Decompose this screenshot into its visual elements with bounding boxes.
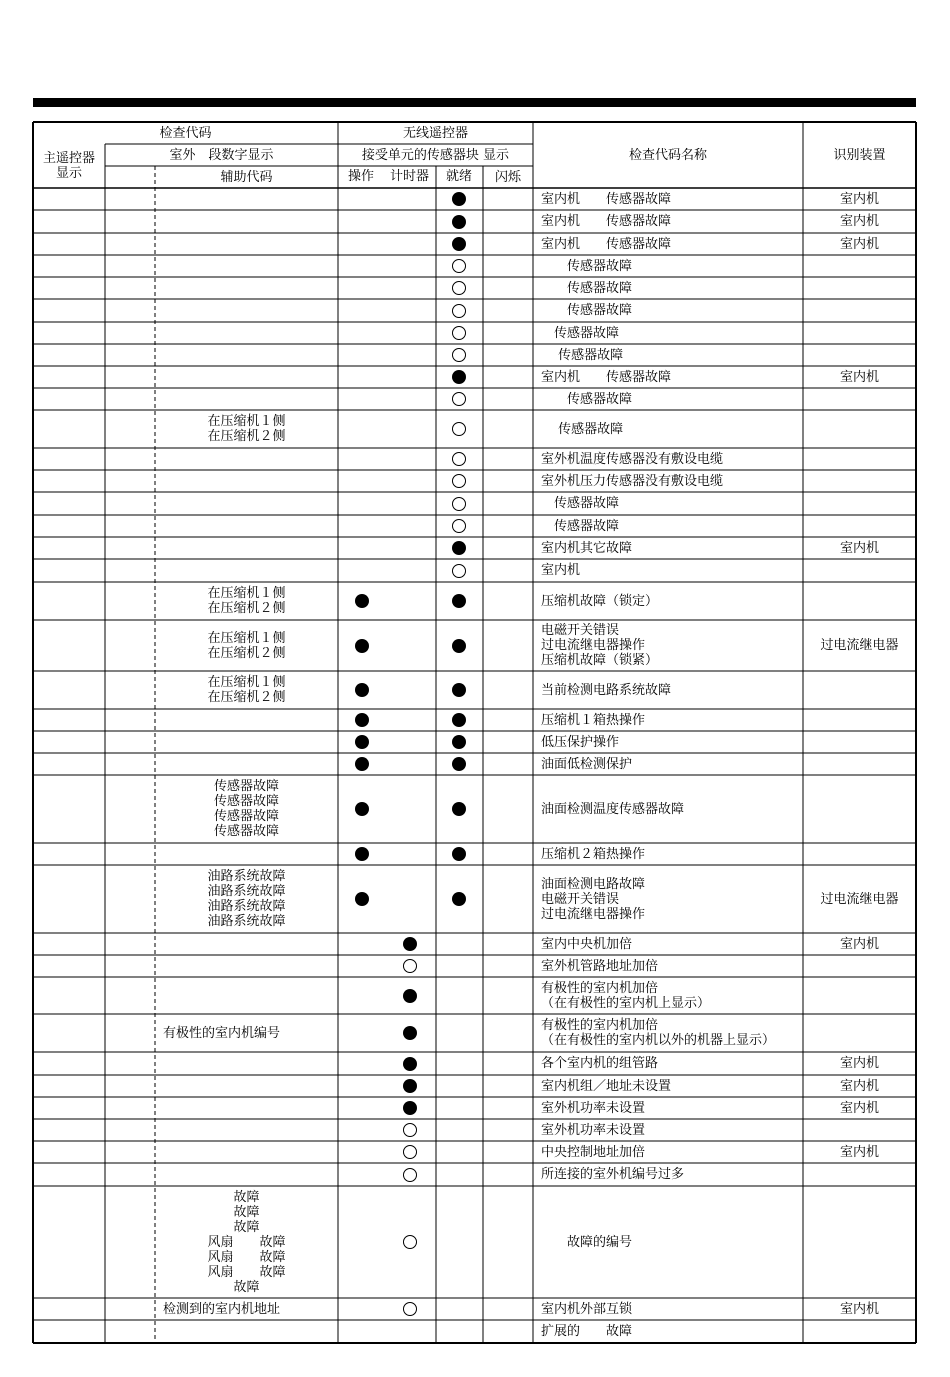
ready-indicator	[452, 392, 466, 406]
header-check-code-name: 检查代码名称	[628, 148, 707, 163]
timer-indicator	[403, 1101, 417, 1115]
identify-device: 室内机	[839, 1079, 879, 1094]
timer-indicator	[403, 959, 417, 973]
timer-indicator	[403, 937, 417, 951]
operation-indicator	[355, 892, 369, 906]
ready-indicator	[452, 735, 466, 749]
header-check-code: 检查代码	[159, 126, 212, 141]
ready-indicator	[452, 802, 466, 816]
identify-device: 室内机	[839, 370, 879, 385]
check-code-name: 所连接的室外机编号过多	[541, 1167, 685, 1182]
check-code-name: 传感器故障	[541, 496, 620, 511]
check-code-name: 故障的编号	[541, 1235, 633, 1250]
check-code-name: 室内机 传感器故障	[541, 214, 672, 229]
ready-indicator	[452, 892, 466, 906]
check-code-name: 传感器故障	[541, 392, 633, 407]
ready-indicator	[452, 713, 466, 727]
timer-indicator	[403, 1235, 417, 1249]
aux-code-text: 故障 故障 故障 风扇 故障 风扇 故障 风扇 故障 故障	[207, 1190, 286, 1295]
ready-indicator	[452, 348, 466, 362]
check-code-name: 传感器故障	[541, 422, 624, 437]
aux-code-text: 有极性的室内机编号	[163, 1026, 281, 1041]
identify-device: 室内机	[839, 192, 879, 207]
ready-indicator	[452, 594, 466, 608]
ready-indicator	[452, 497, 466, 511]
check-code-name: 压缩机２箱热操作	[541, 847, 646, 862]
identify-device: 过电流继电器	[820, 638, 899, 653]
ready-indicator	[452, 237, 466, 251]
timer-indicator	[403, 1026, 417, 1040]
check-code-name: 室内机 传感器故障	[541, 192, 672, 207]
timer-indicator	[403, 1123, 417, 1137]
header-ready: 就绪	[446, 169, 473, 184]
timer-indicator	[403, 1302, 417, 1316]
check-code-name: 传感器故障	[541, 281, 633, 296]
check-code-name: 传感器故障	[541, 519, 620, 534]
check-code-name: 室外机功率未设置	[541, 1123, 646, 1138]
ready-indicator	[452, 192, 466, 206]
identify-device: 室内机	[839, 1101, 879, 1116]
operation-indicator	[355, 847, 369, 861]
ready-indicator	[452, 326, 466, 340]
check-code-name: 电磁开关错误 过电流继电器操作 压缩机故障（锁紧）	[541, 623, 659, 668]
timer-indicator	[403, 989, 417, 1003]
header-aux-code: 辅助代码	[220, 170, 273, 185]
ready-indicator	[452, 304, 466, 318]
check-code-name: 传感器故障	[541, 326, 620, 341]
aux-code-text: 传感器故障 传感器故障 传感器故障 传感器故障	[213, 779, 279, 839]
timer-indicator	[403, 1168, 417, 1182]
check-code-name: 低压保护操作	[541, 735, 620, 750]
operation-indicator	[355, 802, 369, 816]
timer-indicator	[403, 1057, 417, 1071]
check-code-name: 室内机 传感器故障	[541, 370, 672, 385]
check-code-name: 中央控制地址加倍	[541, 1145, 646, 1160]
header-timer: 计时器	[390, 169, 430, 184]
ready-indicator	[452, 683, 466, 697]
check-code-name: 室内机组／地址未设置	[541, 1079, 672, 1094]
identify-device: 室内机	[839, 1302, 879, 1317]
ready-indicator	[452, 757, 466, 771]
ready-indicator	[452, 452, 466, 466]
header-wireless-remote: 无线遥控器	[402, 126, 468, 141]
ready-indicator	[452, 259, 466, 273]
ready-indicator	[452, 847, 466, 861]
aux-code-text: 油路系统故障 油路系统故障 油路系统故障 油路系统故障	[207, 869, 286, 929]
header-flash: 闪烁	[494, 170, 521, 185]
check-code-name: 油面低检测保护	[541, 757, 633, 772]
ready-indicator	[452, 215, 466, 229]
operation-indicator	[355, 639, 369, 653]
identify-device: 室内机	[839, 937, 879, 952]
check-code-name: 室内中央机加倍	[541, 937, 633, 952]
check-code-name: 室内机外部互锁	[541, 1302, 633, 1317]
ready-indicator	[452, 564, 466, 578]
check-code-name: 传感器故障	[541, 348, 624, 363]
check-code-name: 油面检测温度传感器故障	[541, 802, 685, 817]
ready-indicator	[452, 639, 466, 653]
check-code-name: 有极性的室内机加倍 （在有极性的室内机以外的机器上显示）	[541, 1018, 776, 1048]
header-identify-device: 识别装置	[833, 148, 886, 163]
identify-device: 室内机	[839, 1145, 879, 1160]
timer-indicator	[403, 1145, 417, 1159]
check-code-name: 有极性的室内机加倍 （在有极性的室内机上显示）	[541, 981, 711, 1011]
check-code-name: 室外机压力传感器没有敷设电缆	[541, 474, 724, 489]
timer-indicator	[403, 1079, 417, 1093]
check-code-name: 室内机其它故障	[541, 541, 633, 556]
ready-indicator	[452, 281, 466, 295]
ready-indicator	[452, 474, 466, 488]
operation-indicator	[355, 735, 369, 749]
operation-indicator	[355, 594, 369, 608]
aux-code-text: 在压缩机１侧 在压缩机２侧	[207, 631, 286, 661]
ready-indicator	[452, 422, 466, 436]
ready-indicator	[452, 370, 466, 384]
check-code-name: 室外机管路地址加倍	[541, 959, 659, 974]
check-code-name: 油面检测电路故障 电磁开关错误 过电流继电器操作	[541, 877, 646, 922]
check-code-name: 当前检测电路系统故障	[541, 683, 672, 698]
operation-indicator	[355, 683, 369, 697]
ready-indicator	[452, 519, 466, 533]
header-main-controller: 主遥控器 显示	[42, 151, 95, 181]
header-receiver-display: 接受单元的传感器块 显示	[361, 148, 510, 163]
operation-indicator	[355, 713, 369, 727]
check-code-name: 室外机功率未设置	[541, 1101, 646, 1116]
check-code-name: 传感器故障	[541, 303, 633, 318]
operation-indicator	[355, 757, 369, 771]
identify-device: 室内机	[839, 541, 879, 556]
aux-code-text: 在压缩机１侧 在压缩机２侧	[207, 675, 286, 705]
check-code-name: 室外机温度传感器没有敷设电缆	[541, 452, 724, 467]
check-code-name: 扩展的 故障	[541, 1324, 633, 1339]
check-code-name: 压缩机故障（锁定）	[541, 594, 659, 609]
check-code-name: 室内机 传感器故障	[541, 237, 672, 252]
aux-code-text: 检测到的室内机地址	[163, 1302, 281, 1317]
check-code-name: 室内机	[541, 563, 581, 578]
aux-code-text: 在压缩机１侧 在压缩机２侧	[207, 586, 286, 616]
identify-device: 室内机	[839, 237, 879, 252]
identify-device: 室内机	[839, 1056, 879, 1071]
identify-device: 过电流继电器	[820, 892, 899, 907]
aux-code-text: 在压缩机１侧 在压缩机２侧	[207, 414, 286, 444]
ready-indicator	[452, 541, 466, 555]
check-code-name: 传感器故障	[541, 259, 633, 274]
check-code-name: 压缩机１箱热操作	[541, 713, 646, 728]
header-op: 操作	[348, 169, 375, 184]
identify-device: 室内机	[839, 214, 879, 229]
header-outdoor-segment: 室外 段数字显示	[169, 148, 274, 163]
check-code-name: 各个室内机的组管路	[541, 1056, 659, 1071]
